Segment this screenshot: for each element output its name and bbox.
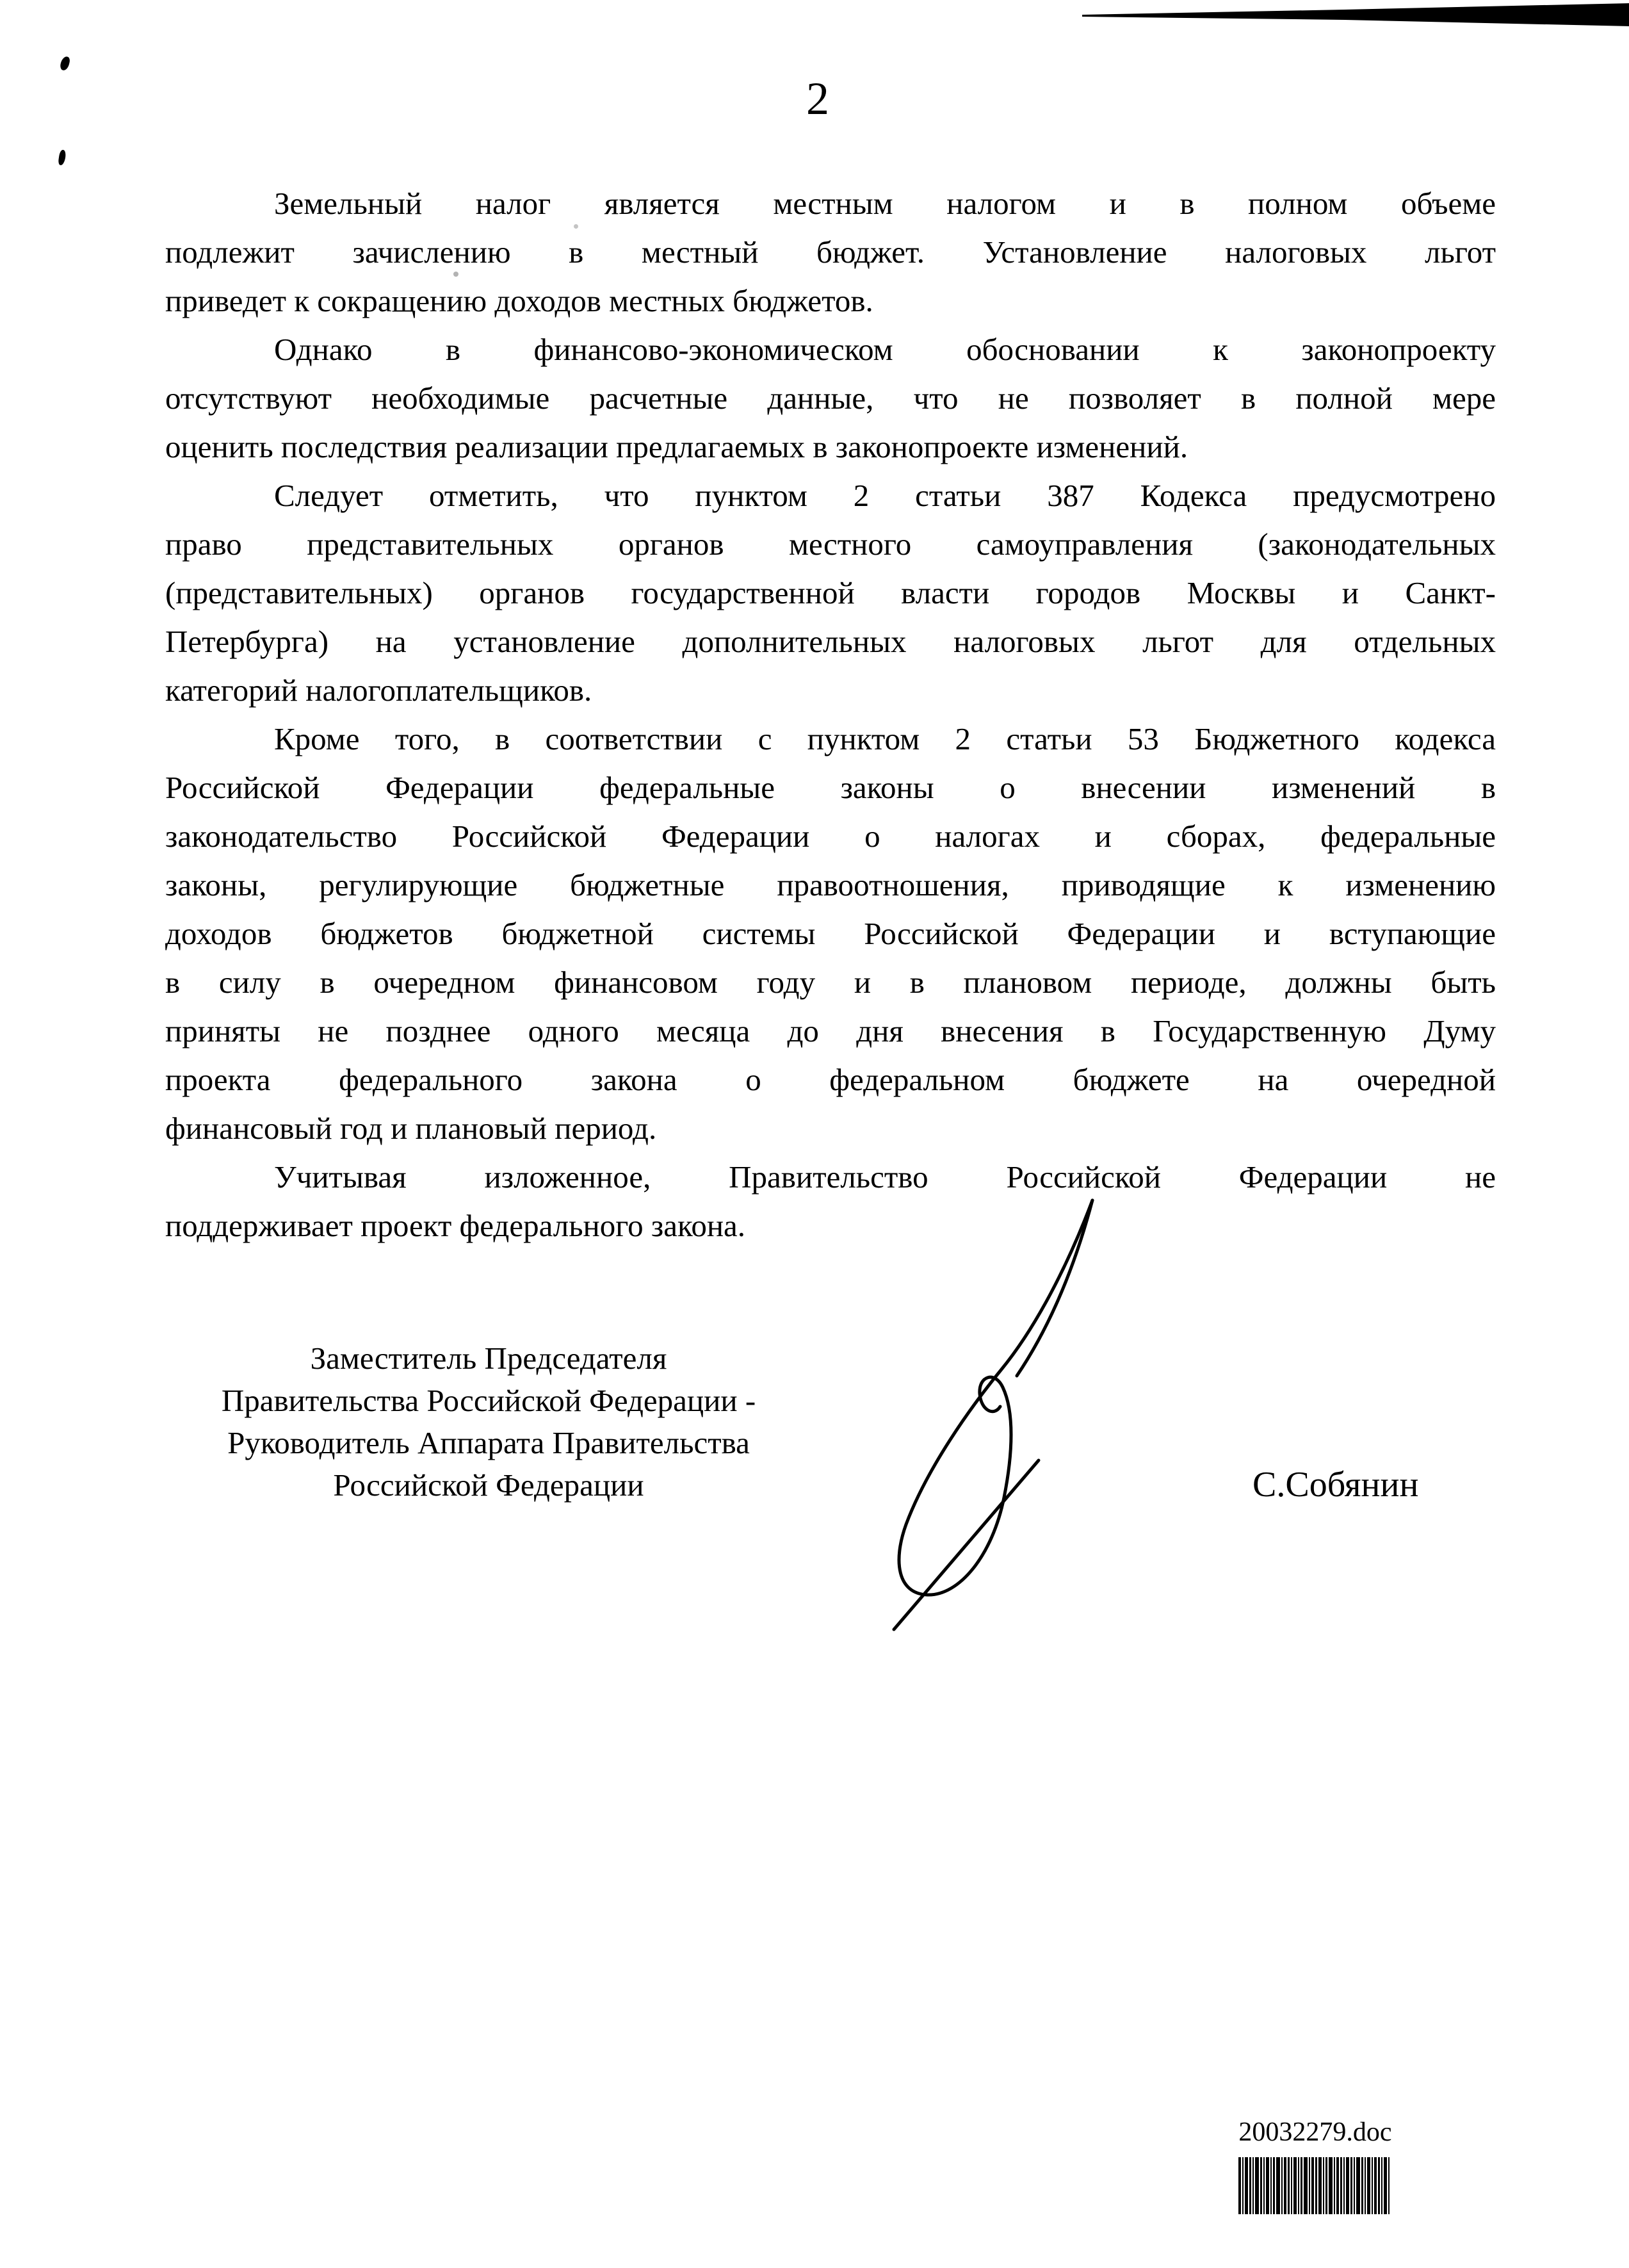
paragraph-line: категорий налогоплательщиков. xyxy=(165,673,592,708)
signer-name: С.Собянин xyxy=(1252,1465,1419,1505)
paragraph-line: Учитывая изложенное, Правительство Российской Федерации не xyxy=(274,1159,1496,1195)
scan-artifact-bar-icon xyxy=(1082,0,1629,32)
body-paragraphs xyxy=(165,179,1496,1250)
paragraph-line: Следует отметить, что пунктом 2 статьи 387 Кодекса предусмотрено xyxy=(274,478,1496,513)
signature-title-block xyxy=(165,1337,812,1506)
paragraph-line: подлежит зачислению в местный бюджет. Установление налоговых льгот xyxy=(165,234,1496,270)
paragraph-line: Земельный налог является местным налогом и в полном объеме xyxy=(274,186,1496,221)
signature-title-line: Российской Федерации xyxy=(333,1467,644,1503)
paragraph-line: право представительных органов местного самоуправления (законодательных xyxy=(165,526,1496,562)
paragraph-line: (представительных) органов государственной власти городов Москвы и Санкт- xyxy=(165,575,1496,610)
signature-title-line: Заместитель Председателя xyxy=(310,1341,667,1376)
paragraph-line: в силу в очередном финансовом году и в плановом периоде, должны быть xyxy=(165,965,1496,1000)
paragraph-line: финансовый год и плановый период. xyxy=(165,1111,657,1146)
page-number: 2 xyxy=(806,73,829,124)
ink-speck-icon xyxy=(60,56,71,71)
paragraph-line: приведет к сокращению доходов местных бюджетов. xyxy=(165,283,873,318)
paragraph-line: Однако в финансово-экономическом обосновании к законопроекту xyxy=(274,332,1496,367)
signature-title-line: Руководитель Аппарата Правительства xyxy=(227,1425,750,1460)
paragraph-line: Российской Федерации федеральные законы о внесении изменений в xyxy=(165,770,1496,805)
paragraph-line: отсутствуют необходимые расчетные данные, что не позволяет в полной мере xyxy=(165,380,1496,416)
paragraph-line: законодательство Российской Федерации о налогах и сборах, федеральные xyxy=(165,819,1496,854)
paragraph-line: проекта федерального закона о федеральном бюджете на очередной xyxy=(165,1062,1496,1097)
footer-filename: 20032279.doc xyxy=(1238,2117,1392,2147)
paragraph-line: законы, регулирующие бюджетные правоотношения, приводящие к изменению xyxy=(165,867,1496,902)
paragraph-line: доходов бюджетов бюджетной системы Российской Федерации и вступающие xyxy=(165,916,1496,951)
signature-title-line: Правительства Российской Федерации - xyxy=(221,1383,756,1418)
paragraph-line: приняты не позднее одного месяца до дня внесения в Государственную Думу xyxy=(165,1013,1496,1048)
barcode-icon xyxy=(1238,2157,1390,2214)
handwritten-signature-icon xyxy=(852,1191,1108,1652)
paragraph-line: Петербурга) на установление дополнительных налоговых льгот для отдельных xyxy=(165,624,1496,659)
paragraph-line: поддерживает проект федерального закона. xyxy=(165,1208,746,1243)
paragraph-line: оценить последствия реализации предлагаемых в законопроекте изменений. xyxy=(165,429,1188,464)
paragraph-line: Кроме того, в соответствии с пунктом 2 статьи 53 Бюджетного кодекса xyxy=(274,721,1496,756)
ink-speck-icon xyxy=(58,149,66,165)
